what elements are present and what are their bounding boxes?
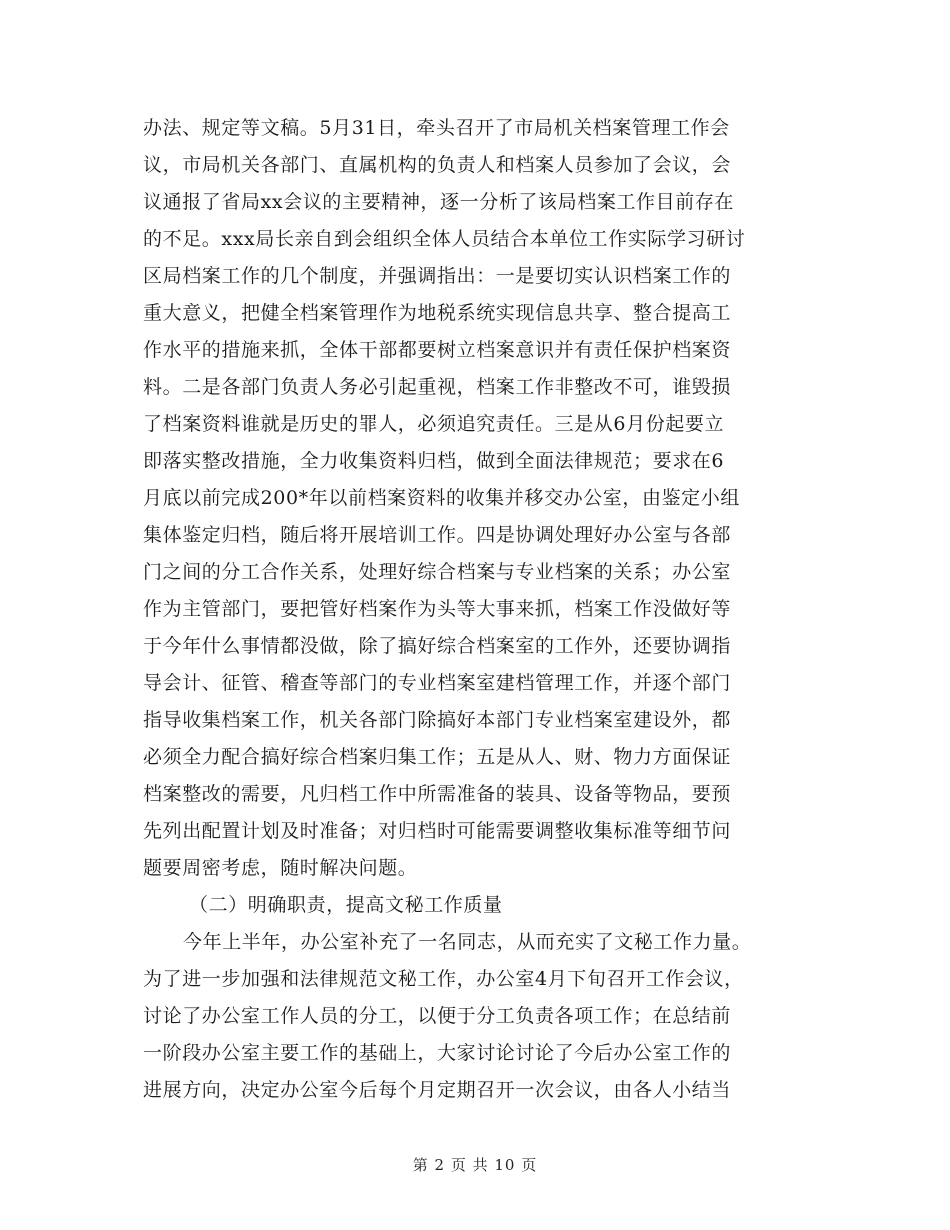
body-line: 料。二是各部门负责人务必引起重视，档案工作非整改不可，谁毁损 [143,376,732,398]
body-line: 于今年什么事情都没做，除了搞好综合档案室的工作外，还要协调指 [143,635,732,657]
body-line: 月底以前完成200*年以前档案资料的收集并移交办公室，由鉴定小组 [143,487,740,509]
body-line: 为了进一步加强和法律规范文秘工作，办公室4月下旬召开工作会议， [143,968,744,990]
body-line: 指导收集档案工作，机关各部门除搞好本部门专业档案室建设外，都 [143,709,732,731]
body-line: 即落实整改措施，全力收集资料归档，做到全面法律规范；要求在6 [143,450,725,472]
body-line: 必须全力配合搞好综合档案归集工作；五是从人、财、物力方面保证 [143,746,732,768]
body-line: 先列出配置计划及时准备；对归档时可能需要调整收集标准等细节问 [143,820,732,842]
page-number-label: 第 2 页 共 10 页 [412,1156,538,1174]
body-line: 门之间的分工合作关系，处理好综合档案与专业档案的关系；办公室 [143,561,732,583]
body-line: 作为主管部门，要把管好档案作为头等大事来抓，档案工作没做好等 [143,598,732,620]
body-line: 议通报了省局xx会议的主要精神，逐一分析了该局档案工作目前存在 [143,191,735,213]
body-line: 一阶段办公室主要工作的基础上，大家讨论讨论了今后办公室工作的 [143,1042,732,1064]
body-line: 议，市局机关各部门、直属机构的负责人和档案人员参加了会议，会 [143,154,732,176]
body-line: 重大意义，把健全档案管理作为地税系统实现信息共享、整合提高工 [143,302,732,324]
body-line: 了档案资料谁就是历史的罪人，必须追究责任。三是从6月份起要立 [143,413,725,435]
body-line: 集体鉴定归档，随后将开展培训工作。四是协调处理好办公室与各部 [143,524,732,546]
section-heading: （二）明确职责，提高文秘工作质量 [189,894,503,916]
body-line: 今年上半年，办公室补充了一名同志，从而充实了文秘工作力量。 [183,931,752,953]
body-line: 区局档案工作的几个制度，并强调指出：一是要切实认识档案工作的 [143,265,732,287]
page-footer [0,1154,950,1175]
body-line: 档案整改的需要，凡归档工作中所需准备的装具、设备等物品，要预 [143,783,732,805]
body-line: 办法、规定等文稿。5月31日，牵头召开了市局机关档案管理工作会 [143,117,730,139]
body-line: 讨论了办公室工作人员的分工，以便于分工负责各项工作；在总结前 [143,1005,732,1027]
body-line: 进展方向，决定办公室今后每个月定期召开一次会议，由各人小结当 [143,1079,732,1101]
body-line: 导会计、征管、稽查等部门的专业档案室建档管理工作，并逐个部门 [143,672,732,694]
body-line: 作水平的措施来抓，全体干部都要树立档案意识并有责任保护档案资 [143,339,732,361]
body-line: 题要周密考虑，随时解决问题。 [143,857,418,879]
body-line: 的不足。xxx局长亲自到会组织全体人员结合本单位工作实际学习研讨 [143,228,746,250]
